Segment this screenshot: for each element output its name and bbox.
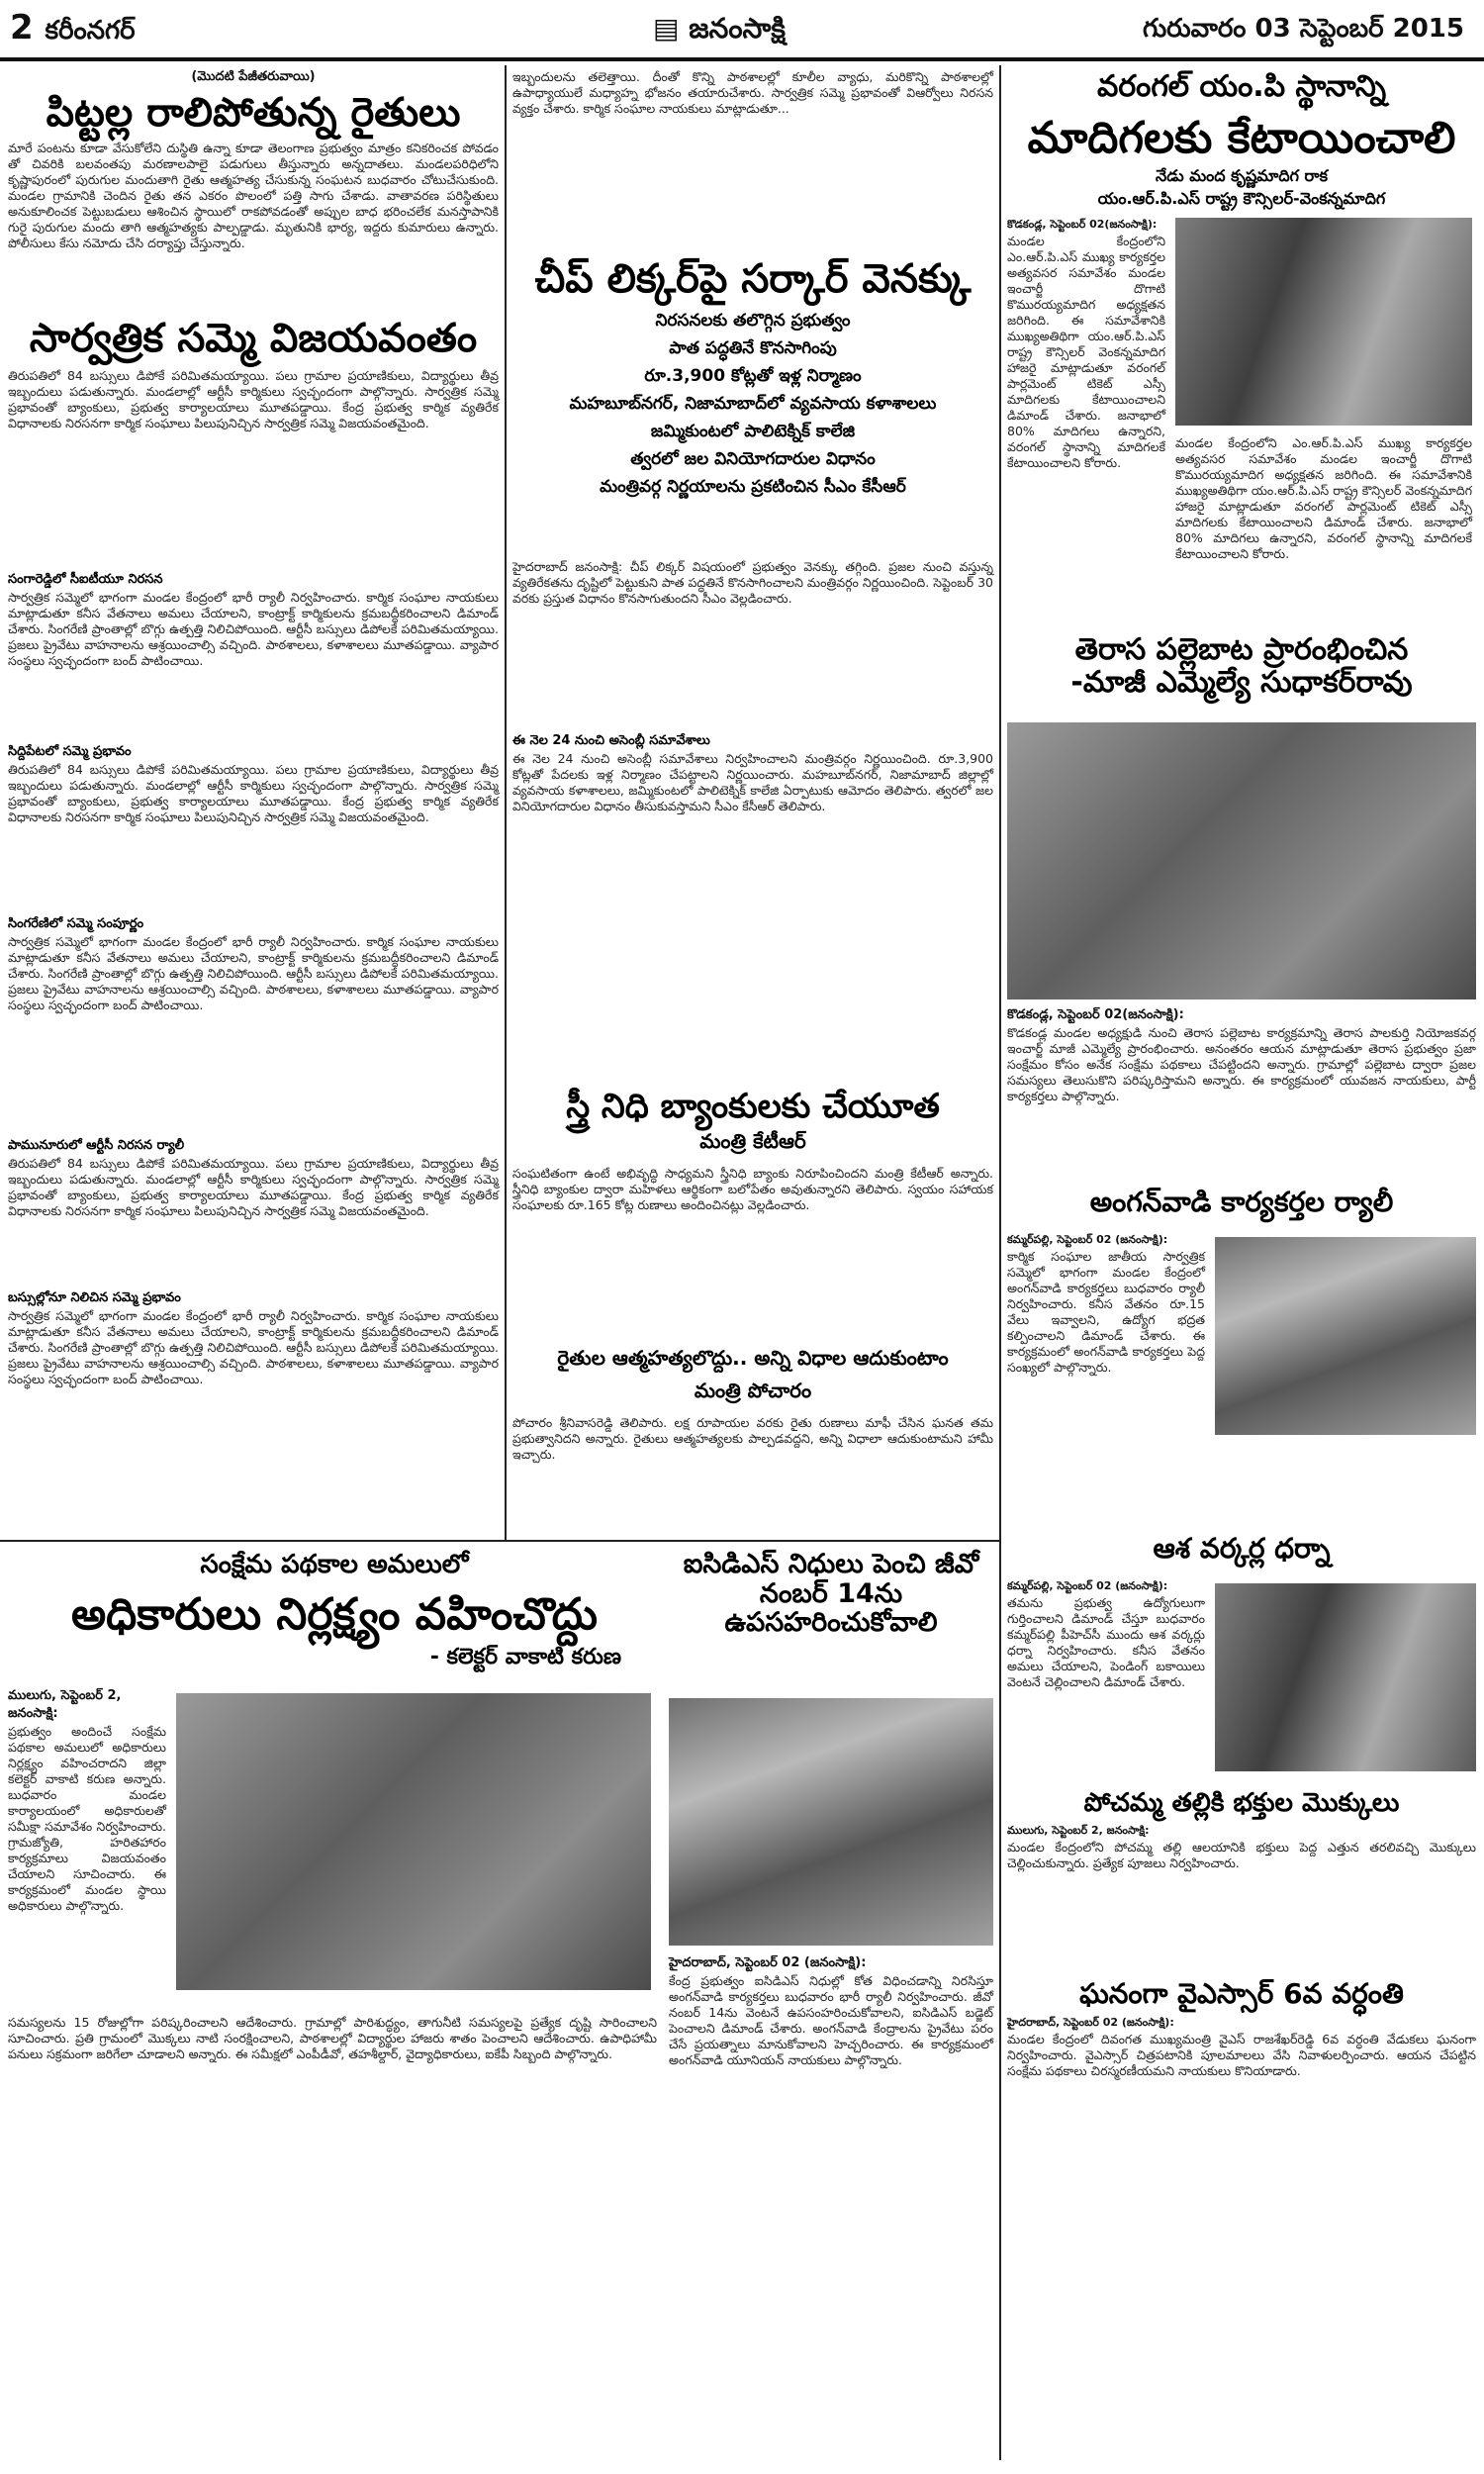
headline: ఘనంగా వైఎస్సార్ 6వ వర్ధంతి xyxy=(1079,1977,1404,2010)
anganwadi-photo xyxy=(1215,1237,1476,1435)
article-body: సమస్యలను 15 రోజుల్లోగా పరిష్కరించాలని ఆదేశించారు. గ్రామాల్లో పారిశుద్ధ్యం, తాగునీటి సమస్యలపై ప్రత్యేక దృష్టి సారించాలని సూచించారు. ప్రతి గ్రామంలో మొక్కలు నాటి సంరక్షించాలని, పాఠశాలల్లో విద్యార్థుల హాజరు శాతం పెంచాలని ఆదేశించారు. ఉపాధిహామీ పనులు సక్రమంగా జరిగేలా చూడాలని అన్నారు. ఈ సమీక్షలో ఎంపీడీవో, తహశీల్దార్, వైద్యాధికారులు, ఐకేపీ సిబ్బంది పాల్గొన్నారు. xyxy=(8,2015,657,2061)
masthead-divider xyxy=(0,57,1484,61)
headline: రైతుల ఆత్మహత్యలొద్దు.. అన్ని విధాల ఆదుకుంటాం xyxy=(557,1346,949,1370)
article-strike xyxy=(8,315,499,1532)
article-body: హైదరాబాద్ జనంసాక్షి: చీప్ లిక్కర్ విషయంలో ప్రభుత్వం వెనక్కు తగ్గింది. ప్రజల నుంచి వస్తున్న వ్యతిరేకతను దృష్టిలో పెట్టుకుని పాత పద్ధతినే కొనసాగించాలని మంత్రివర్గం నిర్ణయించింది. సెప్టెంబర్ 30 వరకు ప్రస్తుత విధానం కొనసాగుతుందని సీఎం వెల్లడించారు. xyxy=(512,559,993,606)
article-welfare xyxy=(8,1550,661,2460)
article-body: తిరుపతిలో 84 బస్సులు డిపోకే పరిమితమయ్యాయి. పలు గ్రామాల ప్రయాణికులు, విద్యార్థులు తీవ్ర ఇబ్బందులు పడుతున్నారు. మండలాల్లో ఆర్టీసీ కార్మికులు స్వచ్ఛందంగా పాల్గొన్నారు. సార్వత్రిక సమ్మె ప్రభావంతో బ్యాంకులు, ప్రభుత్వ కార్యాలయాలు మూతపడ్డాయి. కేంద్ర ప్రభుత్వ కార్మిక వ్యతిరేక విధానాలకు నిరసనగా కార్మిక సంఘాలు పిలుపునిచ్చిన సార్వత్రిక సమ్మె విజయవంతమైంది. xyxy=(8,1156,499,1218)
subhead: ఈ నెల 24 నుంచి అసెంబ్లీ సమావేశాలు xyxy=(512,733,710,748)
dateline: కమ్మర్‌పల్లి, సెప్టెంబర్ 02 (జనంసాక్షి): xyxy=(1007,1579,1168,1592)
madigas-text-cont xyxy=(1175,435,1472,614)
kicker: సంక్షేమ పథకాల అమలులో xyxy=(200,1550,469,1579)
subhead: పాత పద్ధతినే కొనసాగింపు xyxy=(669,338,837,358)
article-body: తిరుపతిలో 84 బస్సులు డిపోకే పరిమితమయ్యాయి. పలు గ్రామాల ప్రయాణికులు, విద్యార్థులు తీవ్ర ఇబ్బందులు పడుతున్నారు. మండలాల్లో ఆర్టీసీ కార్మికులు స్వచ్ఛందంగా పాల్గొన్నారు. సార్వత్రిక సమ్మె ప్రభావంతో బ్యాంకులు, ప్రభుత్వ కార్యాలయాలు మూతపడ్డాయి. కేంద్ర ప్రభుత్వ కార్మిక వ్యతిరేక విధానాలకు నిరసనగా కార్మిక సంఘాలు పిలుపునిచ్చిన సార్వత్రిక సమ్మె విజయవంతమైంది. xyxy=(8,368,499,430)
asha-photo xyxy=(1215,1583,1476,1771)
subhead: నేడు మంద కృష్ణమాదిగ రాక xyxy=(1156,166,1328,186)
article-top-continued xyxy=(512,69,993,247)
byline: - కలెక్టర్ వాకాటి కరుణ xyxy=(429,1645,621,1670)
headline: మాదిగలకు కేటాయించాలి xyxy=(1027,113,1456,163)
subhead: త్వరలో జల వినియోగదారుల విధానం xyxy=(630,449,876,469)
section-rule xyxy=(0,1540,999,1542)
event-photo xyxy=(1007,722,1476,999)
article-body: సంఘటితంగా ఉంటే అభివృద్ధి సాధ్యమని స్త్రీనిధి బ్యాంకు నిరూపించిందని మంత్రి కేటీఆర్ అన్నారు. స్త్రీనిధి బ్యాంకుల ద్వారా మహిళలు ఆర్థికంగా బలోపేతం అవుతున్నారని తెలిపారు. స్వయం సహాయక సంఘాలకు రూ.165 కోట్ల రుణాలు అందించినట్లు వెల్లడించారు. xyxy=(512,1166,993,1213)
madigas-text xyxy=(1007,218,1165,604)
welfare-text-col xyxy=(8,1688,166,2005)
article-farmers xyxy=(8,69,499,307)
kicker: వరంగల్ యం.పి స్థానాన్ని xyxy=(1096,69,1387,104)
subhead: పామునూరులో ఆర్టీసీ నిరసన ర్యాలీ xyxy=(8,1138,185,1153)
article-body: తిరుపతిలో 84 బస్సులు డిపోకే పరిమితమయ్యాయి. పలు గ్రామాల ప్రయాణికులు, విద్యార్థులు తీవ్ర ఇబ్బందులు పడుతున్నారు. మండలాల్లో ఆర్టీసీ కార్మికులు స్వచ్ఛందంగా పాల్గొన్నారు. సార్వత్రిక సమ్మె ప్రభావంతో బ్యాంకులు, ప్రభుత్వ కార్యాలయాలు మూతపడ్డాయి. కేంద్ర ప్రభుత్వ కార్మిక వ్యతిరేక విధానాలకు నిరసనగా కార్మిక సంఘాలు పిలుపునిచ్చిన సార్వత్రిక సమ్మె విజయవంతమైంది. xyxy=(8,762,499,824)
headline: స్త్రీ నిధి బ్యాంకులకు చేయూత xyxy=(566,1087,940,1126)
headline: పోచమ్మ తల్లికి భక్తుల మొక్కులు xyxy=(1083,1788,1400,1818)
article-body: కేంద్ర ప్రభుత్వం ఐసిడిఎస్ నిధుల్లో కోత విధించడాన్ని నిరసిస్తూ అంగన్‌వాడి కార్యకర్తలు బుధవారం భారీ ర్యాలీ నిర్వహించారు. జీవో నంబర్ 14ను వెంటనే ఉపసంహరించుకోవాలని, ఐసిడిఎస్ బడ్జెట్ పెంచాలని డిమాండ్ చేశారు. అంగన్‌వాడి కేంద్రాలను ప్రైవేటు పరం చేసే ప్రయత్నాలు మానుకోవాలని హెచ్చరించారు. ఈ కార్యక్రమంలో అంగన్‌వాడి యూనియన్ నాయకులు పాల్గొన్నారు. xyxy=(669,1973,993,2067)
headline-byline: -మాజీ ఎమ్మెల్యే సుధాకర్‌రావు xyxy=(1070,665,1413,700)
dateline: కొడకండ్ల, సెప్టెంబర్ 02(జనంసాక్షి): xyxy=(1007,1007,1184,1022)
subhead: బస్సుల్లోనూ నిలిచిన సమ్మె ప్రభావం xyxy=(8,1290,181,1305)
meeting-photo xyxy=(176,1693,651,1990)
article-palle-bata xyxy=(1007,633,1476,1178)
column-rule xyxy=(505,65,507,1540)
dateline: హైదరాబాద్, సెప్టెంబర్ 02 (జనంసాక్షి): xyxy=(1007,2015,1174,2029)
group-photo xyxy=(1175,218,1472,426)
subhead: సిద్దిపేటలో సమ్మె ప్రభావం xyxy=(8,744,132,759)
headline: అధికారులు నిర్లక్ష్యం వహించొద్దు xyxy=(70,1589,599,1640)
article-anganwadi xyxy=(1007,1188,1476,1524)
article-body: సార్వత్రిక సమ్మెలో భాగంగా మండల కేంద్రంలో భారీ ర్యాలీ నిర్వహించారు. కార్మిక సంఘాల నాయకులు మాట్లాడుతూ కనీస వేతనాలు అమలు చేయాలని, కాంట్రాక్ట్ కార్మికులను క్రమబద్ధీకరించాలని డిమాండ్ చేశారు. సింగరేణి ప్రాంతాల్లో బొగ్గు ఉత్పత్తి నిలిచిపోయింది. ఆర్టీసీ బస్సులు డిపోలకే పరిమితమయ్యాయి. ప్రజలు ప్రైవేటు వాహనాలను ఆశ్రయించాల్సి వచ్చింది. పాఠశాలలు, కళాశాలలు మూతపడ్డాయి. వ్యాపార సంస్థలు స్వచ్ఛందంగా బంద్ పాటించాయి. xyxy=(8,590,499,668)
dateline: ములుగు, సెప్టెంబర్ 2, జనంసాక్షి: xyxy=(8,1688,122,1721)
article-body: ఈ నెల 24 నుంచి అసెంబ్లీ సమావేశాలు నిర్వహించాలని మంత్రివర్గం నిర్ణయించింది. రూ.3,900 కోట్లతో పేదలకు ఇళ్ల నిర్మాణం చేపట్టాలని నిర్ణయించారు. మహబూబ్‌నగర్, నిజామాబాద్ జిల్లాల్లో వ్యవసాయ కళాశాలలు, జమ్మికుంటలో పాలిటెక్నిక్ కాలేజి ఏర్పాటుకు ఆమోదం తెలిపారు. త్వరలో జల వినియోగదారుల విధానం తీసుకువస్తామని సీఎం కేసీఆర్ తెలిపారు. xyxy=(512,751,993,813)
column-rule xyxy=(999,65,1001,2460)
article-madigas xyxy=(1007,69,1476,623)
headline: తెరాస పల్లెబాట ప్రారంభించిన xyxy=(1074,632,1409,667)
headline: చీప్ లిక్కర్‌పై సర్కార్ వెనక్కు xyxy=(534,256,972,302)
byline: మంత్రి కేటీఆర్ xyxy=(699,1129,806,1154)
liquor-headline-block xyxy=(512,253,993,550)
subhead: జమ్మికుంటలో పాలిటెక్నిక్ కాలేజి xyxy=(650,422,856,441)
article-asha xyxy=(1007,1534,1476,1781)
article-pochamma xyxy=(1007,1789,1476,1967)
dateline: హైదరాబాద్, సెప్టెంబర్ 02 (జనంసాక్షి): xyxy=(669,1955,867,1970)
subhead: సంగారెడ్డిలో సీఐటీయూ నిరసన xyxy=(8,572,163,587)
dateline: కొడకండ్ల, సెప్టెంబర్ 02(జనంసాక్షి): xyxy=(1007,218,1158,231)
rally-photo xyxy=(669,1698,993,1946)
article-body: సార్వత్రిక సమ్మెలో భాగంగా మండల కేంద్రంలో భారీ ర్యాలీ నిర్వహించారు. కార్మిక సంఘాల నాయకులు మాట్లాడుతూ కనీస వేతనాలు అమలు చేయాలని, కాంట్రాక్ట్ కార్మికులను క్రమబద్ధీకరించాలని డిమాండ్ చేశారు. సింగరేణి ప్రాంతాల్లో బొగ్గు ఉత్పత్తి నిలిచిపోయింది. ఆర్టీసీ బస్సులు డిపోలకే పరిమితమయ్యాయి. ప్రజలు ప్రైవేటు వాహనాలను ఆశ్రయించాల్సి వచ్చింది. పాఠశాలలు, కళాశాలలు మూతపడ్డాయి. వ్యాపార సంస్థలు స్వచ్ఛందంగా బంద్ పాటించాయి. xyxy=(8,934,499,1012)
article-body: ప్రభుత్వం అందించే సంక్షేమ పథకాల అమలులో అధికారులు నిర్లక్ష్యం వహించరాదని జిల్లా కలెక్టర్ వాకాటి కరుణ అన్నారు. బుధవారం మండల కార్యాలయంలో అధికారులతో సమీక్షా సమావేశం నిర్వహించారు. గ్రామజ్యోతి, హరితహారం కార్యక్రమాలు విజయవంతం చేయాలని సూచించారు. ఈ కార్యక్రమంలో మండల స్థాయి అధికారులు పాల్గొన్నారు. xyxy=(8,1724,166,1913)
subhead: మంత్రివర్గ నిర్ణయాలను ప్రకటించిన సీఎం కేసీఆర్ xyxy=(600,477,906,497)
anganwadi-text xyxy=(1007,1233,1205,1520)
dateline: ములుగు, సెప్టెంబర్ 2, జనంసాక్షి: xyxy=(1007,1823,1150,1837)
headline: అంగన్‌వాడి కార్యకర్తల ర్యాలీ xyxy=(1089,1186,1394,1218)
article-body: మండల కేంద్రంలోని ఎం.ఆర్.పి.ఎస్ ముఖ్య కార్యకర్తల అత్యవసర సమావేశం మండల ఇంచార్జీ దొగాటి కొమురయ్యమాదిగ అధ్యక్షతన జరిగింది. ఈ సమావేశానికి ముఖ్యఅతిథిగా యం.ఆర్.పి.ఎస్ రాష్ట్ర కౌన్సిలర్ వెంకన్నమాదిగ హాజరై మాట్లాడుతూ వరంగల్ పార్లమెంట్ టికెట్ ఎస్సీ మాదిగలకు కేటాయించాలని డిమాండ్ చేశారు. జనాభాలో 80% మాదిగలు ఉన్నారని, వరంగల్ స్థానాన్ని మాదిగలకే కేటాయించాలని కోరారు. xyxy=(1007,234,1165,470)
continued-label: (మొదటి పేజీతరువాయి) xyxy=(191,69,316,84)
article-icds xyxy=(669,1550,993,2460)
issue-date: గురువారం 03 సెప్టెంబర్ 2015 xyxy=(1143,14,1464,44)
asha-text xyxy=(1007,1579,1205,1777)
subhead: రూ.3,900 కోట్లతో ఇళ్ల నిర్మాణం xyxy=(644,366,862,386)
section-name: కరీంనగర్ xyxy=(45,16,136,46)
article-women-fund xyxy=(512,1089,993,1336)
article-body: ఇబ్బందులను తలెత్తాయి. దీంతో కొన్ని పాఠశాలల్లో కూలీల వ్యాధు, మరికొన్ని పాఠశాలల్లో ఉపాధ్యాయులే మధ్యాహ్న భోజనం తయారుచేశారు. సార్వత్రిక సమ్మె ప్రభావంతో విఆర్వోలు నిరసన వ్యక్తం చేశారు. కార్మిక సంఘాల నాయకులు మాట్లాడుతూ... xyxy=(512,69,993,116)
article-body: మండల కేంద్రంలోని ఎం.ఆర్.పి.ఎస్ ముఖ్య కార్యకర్తల అత్యవసర సమావేశం మండల ఇంచార్జీ దొగాటి కొమురయ్యమాదిగ అధ్యక్షతన జరిగింది. ఈ సమావేశానికి ముఖ్యఅతిథిగా యం.ఆర్.పి.ఎస్ రాష్ట్ర కౌన్సిలర్ వెంకన్నమాదిగ హాజరై మాట్లాడుతూ వరంగల్ పార్లమెంట్ టికెట్ ఎస్సీ మాదిగలకు కేటాయించాలని డిమాండ్ చేశారు. జనాభాలో 80% మాదిగలు ఉన్నారని, వరంగల్ స్థానాన్ని మాదిగలకే కేటాయించాలని కోరారు. xyxy=(1175,435,1472,561)
article-body: పోచారం శ్రీనివాసరెడ్డి తెలిపారు. లక్ష రూపాయల వరకు రైతు రుణాలు మాఫీ చేసిన ఘనత తమ ప్రభుత్వానిదని అన్నారు. రైతులు ఆత్మహత్యలకు పాల్పడవద్దని, అన్ని విధాలా ఆదుకుంటామని హామీ ఇచ్చారు. xyxy=(512,1415,993,1462)
article-body: తమను ప్రభుత్వ ఉద్యోగులుగా గుర్తించాలని డిమాండ్ చేస్తూ బుధవారం కమ్మర్‌పల్లి పీహెచ్‌సీ ముందు ఆశ వర్కర్లు ధర్నా నిర్వహించారు. కనీస వేతనం అమలు చేయాలని, పెండింగ్ బకాయిలు వెంటనే చెల్లించాలని డిమాండ్ చేశారు. xyxy=(1007,1595,1205,1689)
dateline: కమ్మర్‌పల్లి, సెప్టెంబర్ 02 (జనంసాక్షి): xyxy=(1007,1233,1168,1246)
headline: ఐసిడిఎస్ నిధులు పెంచి జీవో నంబర్ 14ను ఉపసహరించుకోవాలి xyxy=(683,1549,979,1639)
article-body: మండల కేంద్రంలోని పోచమ్మ తల్లి ఆలయానికి భక్తులు పెద్ద ఎత్తున తరలివచ్చి మొక్కులు చెల్లించుకున్నారు. ప్రత్యేక పూజలు నిర్వహించారు. xyxy=(1007,1839,1476,1870)
headline: పిట్టల్ల రాలిపోతున్న రైతులు xyxy=(46,90,461,136)
article-body: కొడకండ్ల మండల అధ్యక్షుడి నుంచి తెరాస పల్లెబాట కార్యక్రమాన్ని తెరాస పాలకుర్తి నియోజకవర్గ ఇంచార్జ్ మాజీ ఎమ్మెల్యే ప్రారంభించారు. అనంతరం ఆయన మాట్లాడుతూ తెరాస ప్రభుత్వం ప్రజా సంక్షేమం కోసం అనేక సంక్షేమ పథకాలు చేపట్టిందని అన్నారు. గ్రామాల్లో పల్లెబాట ద్వారా ప్రజల సమస్యలు తెలుసుకొని పరిష్కరిస్తామని అన్నారు. ఈ కార్యక్రమంలో యువజన నాయకులు, పార్టీ కార్యకర్తలు పాల్గొన్నారు. xyxy=(1007,1025,1476,1103)
article-body: సార్వత్రిక సమ్మెలో భాగంగా మండల కేంద్రంలో భారీ ర్యాలీ నిర్వహించారు. కార్మిక సంఘాల నాయకులు మాట్లాడుతూ కనీస వేతనాలు అమలు చేయాలని, కాంట్రాక్ట్ కార్మికులను క్రమబద్ధీకరించాలని డిమాండ్ చేశారు. సింగరేణి ప్రాంతాల్లో బొగ్గు ఉత్పత్తి నిలిచిపోయింది. ఆర్టీసీ బస్సులు డిపోలకే పరిమితమయ్యాయి. ప్రజలు ప్రైవేటు వాహనాలను ఆశ్రయించాల్సి వచ్చింది. పాఠశాలలు, కళాశాలలు మూతపడ్డాయి. వ్యాపార సంస్థలు స్వచ్ఛందంగా బంద్ పాటించాయి. xyxy=(8,1308,499,1386)
subhead: నిరసనలకు తలొగ్గిన ప్రభుత్వం xyxy=(655,311,851,331)
article-body: మండల కేంద్రంలో దివంగత ముఖ్యమంత్రి వైఎస్ రాజశేఖర్‌రెడ్డి 6వ వర్ధంతి వేడుకలు ఘనంగా నిర్వహించారు. వైఎస్సార్ చిత్రపటానికి పూలమాలలు వేసి నివాళులర్పించారు. ఆయన చేపట్టిన సంక్షేమ పథకాలు చిరస్మరణీయమని నాయకులు కొనియాడారు. xyxy=(1007,2031,1476,2078)
liquor-body xyxy=(512,559,993,1074)
headline: ఆశ వర్కర్ల ధర్నా xyxy=(1153,1532,1331,1565)
article-ysr xyxy=(1007,1979,1476,2460)
subhead: మహబూబ్‌నగర్, నిజామాబాద్‌లో వ్యవసాయ కళాశాలలు xyxy=(569,394,937,414)
subhead: సింగరేణిలో సమ్మె సంపూర్ణం xyxy=(8,916,144,931)
brand-icon: ▤ xyxy=(653,12,680,45)
page-number: 2 కరీంనగర్ xyxy=(10,8,136,48)
icds-text xyxy=(669,1955,993,2450)
byline: మంత్రి పోచారం xyxy=(694,1379,812,1402)
palle-text xyxy=(1007,1007,1476,1176)
headline: సార్వత్రిక సమ్మె విజయవంతం xyxy=(29,316,478,361)
article-farmers-suicide xyxy=(512,1346,993,1534)
article-body: కార్మిక సంఘాల జాతీయ సార్వత్రిక సమ్మెలో భాగంగా మండల కేంద్రంలో అంగన్‌వాడి కార్యకర్తలు బుధవారం ర్యాలీ నిర్వహించారు. కనీస వేతనం రూ.15 వేలు ఇవ్వాలని, ఉద్యోగ భద్రత కల్పించాలని డిమాండ్ చేశారు. ఈ కార్యక్రమంలో అంగన్‌వాడి కార్యకర్తలు పెద్ద సంఖ్యలో పాల్గొన్నారు. xyxy=(1007,1249,1205,1375)
brand-logo: ▤ జనంసాక్షి xyxy=(653,12,787,45)
article-body: మారే పంటను కూడా వేసుకోలేని దుస్థితి ఉన్నా కూడా తెలంగాణ ప్రభుత్వం మాత్రం కనికరించక పోవడం తో చివరికి బలవంతపు మరణాలపాలై పడుగులు తీస్తున్నారు అన్నదాతలు. మండలపరిధిలోని కృష్ణాపురంలో పురుగుల మందుతాగి రైతు ఆత్మహత్య చేసుకున్న సంఘటన బుధవారం చోటుచేసుకుంది. మండల గ్రామానికి చెందిన రైతు తన ఎకరం పొలంలో పత్తి సాగు చేశాడు. వాతావరణ పరిస్థితులు అనుకూలించక పెట్టుబడులు ఆశించిన స్థాయిలో రాకపోవడంతో అప్పుల బాధ భరించలేక మనస్తాపానికి గురై పురుగుల మందు తాగి ఆత్మహత్యకు పాల్పడ్డాడు. మృతునికి భార్య, ఇద్దరు కుమారులు ఉన్నారు. పోలీసులు కేసు నమోదు చేసి దర్యాప్తు చేస్తున్నారు. xyxy=(8,141,499,250)
welfare-body-cont xyxy=(8,2015,657,2450)
subhead: యం.ఆర్.పి.ఎస్ రాష్ట్ర కౌన్సిలర్-వెంకన్నమాదిగ xyxy=(1097,189,1386,209)
